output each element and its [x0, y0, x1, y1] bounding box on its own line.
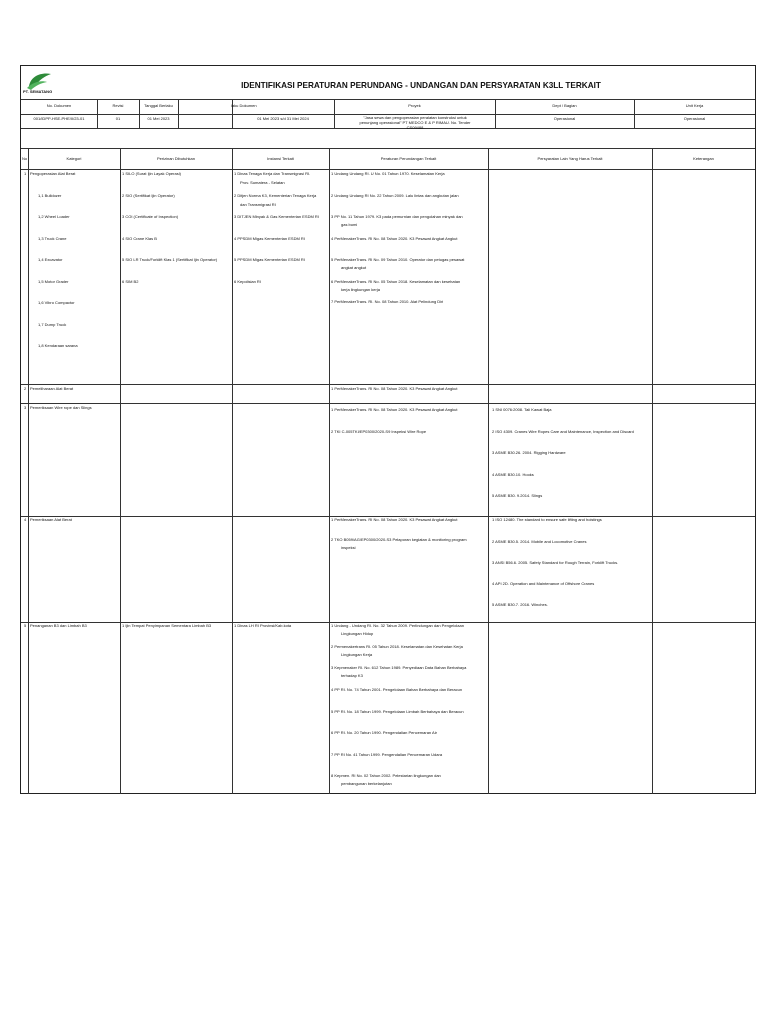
- row-1-permit: 3 COI (Certificate of Inspection): [122, 214, 179, 219]
- row-2-regulation: 1 PerMenakerTrans. RI No. 08 Tahun 2020. K3 Pesawat Angkat Angkut: [331, 386, 458, 391]
- row-1-agency: 2 Ditjen Norma K3, Kementerian Tenaga Kerja: [234, 193, 317, 198]
- doc-label-revision: Revisi: [112, 103, 124, 108]
- row-4-no: 4: [24, 517, 27, 522]
- doc-label-project: Proyek: [408, 103, 421, 108]
- row-5-permit: 1 Ijin Tempat Penyimpanan Sementara Limbah B3: [122, 623, 212, 628]
- col-header-agencies: Instansi Terkait: [267, 156, 294, 161]
- row-1-regulation: 4 PerMenakerTrans. RI No. 08 Tahun 2020. K3 Pesawat Angkat Angkut: [331, 236, 458, 241]
- row-1-regulation: 6 PerMenakerTrans. RI No. 05 Tahun 2018. Keselamatan dan kesehatan: [331, 279, 461, 284]
- row-1-permit: 1 SILO (Surat Ijin Layak Operasi): [122, 171, 181, 176]
- col-header-other-requirements: Persyaratan Lain Yang Harus Terkait: [537, 156, 603, 161]
- row-1-no: 1: [24, 171, 27, 176]
- row-1-agency: dan Transmigrasi RI: [240, 202, 276, 207]
- row-3-other: 5 ASME B30. 9.2014. Slings: [492, 493, 543, 498]
- row-5-regulation: Lingkungan Kerja: [341, 652, 373, 657]
- row-5-regulation: 1 Undang - Undang RI. No. 32 Tahun 2009. Perlindungan dan Pengelolaan: [331, 623, 464, 628]
- row-1-category-item: 1,3 Truck Crane: [38, 236, 67, 241]
- row-1-category-item: 1,5 Motor Grader: [38, 279, 69, 284]
- row-1-category-item: 1,4 Excavator: [38, 257, 63, 262]
- row-1-category-item: 1,1 Bulldozer: [38, 193, 62, 198]
- row-3-other: 3 ASME B30.26. 2004. Rigging Hardware: [492, 450, 566, 455]
- row-4-category: Pemeriksaan Alat Berat: [30, 517, 72, 522]
- row-1-permit: 2 SIO (Sertifikat Ijin Operator): [122, 193, 175, 198]
- row-3-no: 3: [24, 405, 27, 410]
- row-5-regulation: 7 PP RI No. 41 Tahun 1999. Pengendalian Pencemaran Udara: [331, 752, 443, 757]
- row-5-regulation: 8 Kepmen. RI No. 02 Tahun 2002. Pelestarian lingkungan dan: [331, 773, 441, 778]
- doc-number: 001/IDPP-HSE-PHE/II/23-01: [33, 116, 85, 121]
- doc-label-effective-date: Tanggal Berlaku: [144, 103, 173, 108]
- doc-label-unit: Unit Kerja: [685, 103, 704, 108]
- row-3-regulation: 1 PerMenakerTrans. RI No. 08 Tahun 2020. K3 Pesawat Angkat Angkut: [331, 407, 458, 412]
- row-4-other: 5 ASME B30.7. 2016. Winches.: [492, 602, 548, 607]
- row-4-other: 2 ASME B30.5. 2014. Mobile and Locomotive Cranes: [492, 539, 587, 544]
- row-1-permit: 5 SIO LR Truck/Forklift Klas 1 (Sertifikat Ijin Operator): [122, 257, 218, 262]
- row-1-regulation: 7 PerMenakerTrans. RI. No. 08 Tahun 2010. Alat Pelindung Diri: [331, 299, 444, 304]
- row-1-category-item: 1,2 Wheel Loader: [38, 214, 70, 219]
- row-1-agency: 6 Kepolisian RI: [234, 279, 261, 284]
- row-5-regulation: 5 PP RI. No. 18 Tahun 1999. Pengelolaan Limbah Berbahaya dan Beracun: [331, 709, 464, 714]
- row-1-category-item: 1,6 Vibro Compactor: [38, 300, 75, 305]
- row-4-other: 1 ISO 12480. The standard to ensure safe lifting and hoistings: [492, 517, 602, 522]
- row-3-other: 4 ASME B30.10. Hooks: [492, 472, 534, 477]
- row-5-regulation: pembangunan berkelanjutan: [341, 781, 392, 786]
- col-header-no: No: [21, 156, 28, 161]
- doc-label-validity: laku Dokumen: [231, 103, 257, 108]
- doc-effective-date: 01 Mei 2023: [147, 116, 170, 121]
- row-5-agency: 1 Dinas LH RI Provinsi/Kab.kota: [234, 623, 292, 628]
- row-4-regulation: 1 PerMenakerTrans. RI No. 08 Tahun 2020. K3 Pesawat Angkat Angkut: [331, 517, 458, 522]
- row-1-agency: 5 PPSDM Migas Kementerian ESDM RI: [234, 257, 305, 262]
- row-3-category: Pemeriksaan Wire rope dan Slings: [30, 405, 92, 410]
- doc-project: "Jasa sewa dan pengoperasian peralatan konstruksi untuk penunjang operasional" PT MEDCO E & P RIMAU. No. Tender CS09488: [359, 115, 471, 130]
- row-1-permit: 6 SIM B2: [122, 279, 139, 284]
- doc-validity: 01 Mei 2023 s/d 31 Mei 2024: [257, 116, 309, 121]
- row-1-agency: 3 DITJEN Minyak & Gas Kementerian ESDM RI: [234, 214, 319, 219]
- row-1-regulation: angkat angkut: [341, 265, 367, 270]
- row-1-agency: 1 Dinas Tenaga Kerja dan Transmigrasi RI.: [234, 171, 311, 176]
- row-5-regulation: Lingkungan Hidup: [341, 631, 374, 636]
- row-3-other: 1 SNI 0076:2008. Tali Kawat Baja: [492, 407, 552, 412]
- page-title: IDENTIFIKASI PERATURAN PERUNDANG - UNDANGAN DAN PERSYARATAN K3LL TERKAIT: [241, 81, 601, 90]
- doc-unit: Operasional: [683, 116, 706, 121]
- doc-dept: Operasional: [553, 116, 576, 121]
- col-header-category: Kategori: [66, 156, 82, 161]
- row-1-regulation: gas bumi: [341, 222, 358, 227]
- row-5-regulation: 2 Permenakertrans RI. 05 Tahun 2018. Keselamatan dan Kesehatan Kerja: [331, 644, 463, 649]
- row-1-regulation: 2 Undang Undang RI No. 22 Tahun 2009. Lalu lintas dan angkutan jalan: [331, 193, 459, 198]
- document-sheet: [20, 65, 756, 794]
- row-5-regulation: 4 PP RI. No. 74 Tahun 2001. Pengelolaan Bahan Berbahaya dan Beracun: [331, 687, 463, 692]
- row-1-agency: Prov. Sumatera - Selatan: [240, 180, 285, 185]
- doc-label-number: No. Dokumen: [46, 103, 72, 108]
- row-1-regulation: 1 Undang Undang RI. U No. 01 Tahun 1970. Keselamatan Kerja: [331, 171, 445, 176]
- company-name: PT. SEMATANG: [23, 89, 53, 94]
- row-1-regulation: kerja lingkungan kerja: [341, 287, 380, 292]
- col-header-permits: Perizinan Dibutuhkan: [156, 156, 196, 161]
- row-5-regulation: 3 Kepmenaker RI. No. 612 Tahun 1989. Penyediaan Data Bahan Berbahaya: [331, 665, 467, 670]
- row-1-category: Pengoperasian Alat Berat: [30, 171, 76, 176]
- row-5-regulation: 6 PP RI. No. 20 Tahun 1990. Pengendalian Pencemaran Air: [331, 730, 437, 735]
- row-5-regulation: terhadap K3: [341, 673, 363, 678]
- row-4-regulation: 2 TKO B059/AG/EP0300/2020-S3 Pelaporan kegiatan & monitoring program: [331, 537, 467, 542]
- doc-revision: 01: [115, 116, 121, 121]
- row-4-other: 3 ANSI B56.6. 2005. Safety Standard for Rough Terrain, Forklift Trucks.: [492, 560, 619, 565]
- doc-label-dept: Dept / Bagian: [552, 103, 577, 108]
- row-4-regulation: inspeksi: [341, 545, 356, 550]
- row-1-permit: 4 SIO Crane Klas B: [122, 236, 157, 241]
- row-1-regulation: 3 PP No. 11 Tahun 1979. K3 pada pemurnian dan pengolahan minyak dan: [331, 214, 463, 219]
- row-5-no: 5: [24, 623, 27, 628]
- row-1-category-item: 1,8 Kendaraan sarana: [38, 343, 78, 348]
- row-3-other: 2 ISO 4309. Cranes Wire Ropes Care and Maintenance, Inspection and Discard: [492, 429, 634, 434]
- row-5-category: Penanganan B3 dan Limbah B3: [30, 623, 87, 628]
- col-header-regulations: Peraturan Perundangan Terkait: [380, 156, 437, 161]
- row-1-agency: 4 PPSDM Migas Kementerian ESDM RI: [234, 236, 305, 241]
- row-2-no: 2: [24, 386, 27, 391]
- row-3-regulation: 2 TKI C-005TKI/EP0300/2020-S9 Inspeksi Wire Rope: [331, 429, 427, 434]
- row-2-category: Pemeliharaan Alat Berat: [30, 386, 74, 391]
- row-4-other: 4 API 2D. Operation and Maintenance of Offshore Cranes: [492, 581, 595, 586]
- col-header-notes: Keterangan: [693, 156, 714, 161]
- row-1-regulation: 5 PerMenakerTrans. RI No. 09 Tahun 2010. Operator dan petugas pesawat: [331, 257, 465, 262]
- row-1-category-item: 1,7 Dump Truck: [38, 322, 67, 327]
